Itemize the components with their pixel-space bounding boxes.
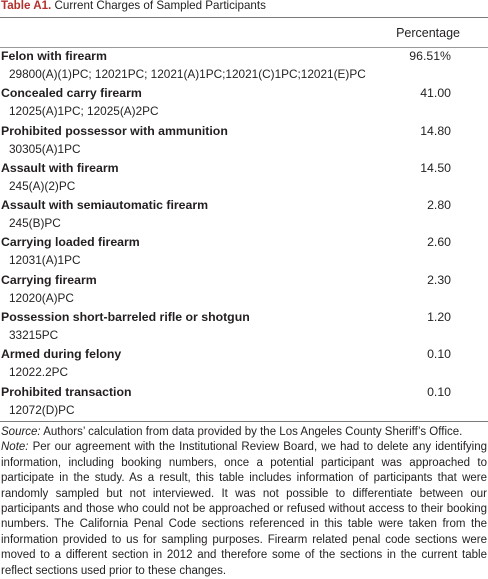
table-row [0, 161, 488, 198]
penal-code-list: 29800(A)(1)PC; 12021PC; 12021(A)1PC;12021(C)1PC;12021(E)PC [9, 67, 366, 81]
table-bottom-rule [0, 421, 488, 422]
percentage-value: 2.30 [427, 272, 451, 287]
percentage-value: 2.80 [427, 198, 451, 213]
penal-code-list: 12022.2PC [9, 365, 69, 380]
table-row [0, 124, 488, 161]
table-body [0, 49, 488, 422]
table-label: Table A1. [1, 0, 52, 12]
table-top-rule [0, 17, 488, 18]
penal-code-list: 245(B)PC [9, 216, 61, 231]
percentage-value: 1.20 [427, 310, 451, 325]
charge-name: Assault with semiautomatic firearm [1, 198, 209, 213]
penal-code-list: 12072(D)PC [9, 402, 75, 417]
penal-code-list: 245(A)(2)PC [9, 178, 76, 193]
note-paragraph [1, 440, 487, 579]
charge-name: Prohibited possessor with ammunition [1, 123, 228, 138]
table-notes [1, 425, 487, 579]
charge-name: Concealed carry firearm [1, 86, 142, 101]
table-row [0, 86, 488, 123]
table-title: Current Charges of Sampled Participants [54, 0, 266, 12]
penal-code-list: 12025(A)1PC; 12025(A)2PC [9, 104, 159, 119]
source-label: Source: [1, 426, 41, 438]
penal-code-list: 30305(A)1PC [9, 141, 81, 156]
note-text: Per our agreement with the Institutional Review Board, we had to delete any identifying information, including booking numbers, once a potential participant was approached to participate in the study. As a result, this table includes information of participants that were randomly sampled but not interviewed. It was not possible to differentiate between our participants and those who could not be approached or refused without access to their booking numbers. The California Penal Code sections referenced in this table were taken from the information provided to us for sampling purposes. Firearm related penal code sections were moved to a different section in 2012 and therefore some of the sections in the current table reflect sections used prior to these changes. [1, 441, 487, 577]
penal-code-list: 33215PC [9, 328, 59, 343]
source-note [1, 425, 487, 440]
header-rule [0, 47, 488, 48]
charge-name: Prohibited transaction [1, 384, 132, 399]
percentage-value: 41.00 [420, 86, 451, 101]
charge-name: Assault with firearm [1, 160, 119, 175]
percentage-value: 14.80 [420, 123, 451, 138]
table-row [0, 273, 488, 310]
percentage-column-header: Percentage [396, 26, 460, 40]
table-row [0, 385, 488, 422]
table-row [0, 310, 488, 347]
charge-name: Armed during felony [1, 347, 122, 362]
source-text: Authors’ calculation from data provided by the Los Angeles County Sheriff’s Office. [40, 426, 463, 438]
percentage-value: 0.10 [427, 347, 451, 362]
charge-name: Carrying loaded firearm [1, 235, 140, 250]
percentage-value: 0.10 [427, 384, 451, 399]
charge-name: Carrying firearm [1, 272, 97, 287]
table-row [0, 347, 488, 384]
percentage-value: 14.50 [420, 160, 451, 175]
penal-code-list: 12020(A)PC [9, 290, 74, 305]
note-label: Note: [1, 441, 29, 454]
penal-code-list: 12031(A)1PC [9, 253, 81, 268]
percentage-value: 2.60 [427, 235, 451, 250]
table-row [0, 49, 488, 86]
table-row [0, 235, 488, 272]
table-row [0, 198, 488, 235]
percentage-value: 96.51% [409, 49, 451, 63]
table-caption [1, 0, 266, 13]
charge-name: Possession short-barreled rifle or shotgun [1, 310, 250, 325]
charge-name: Felon with firearm [1, 49, 107, 63]
